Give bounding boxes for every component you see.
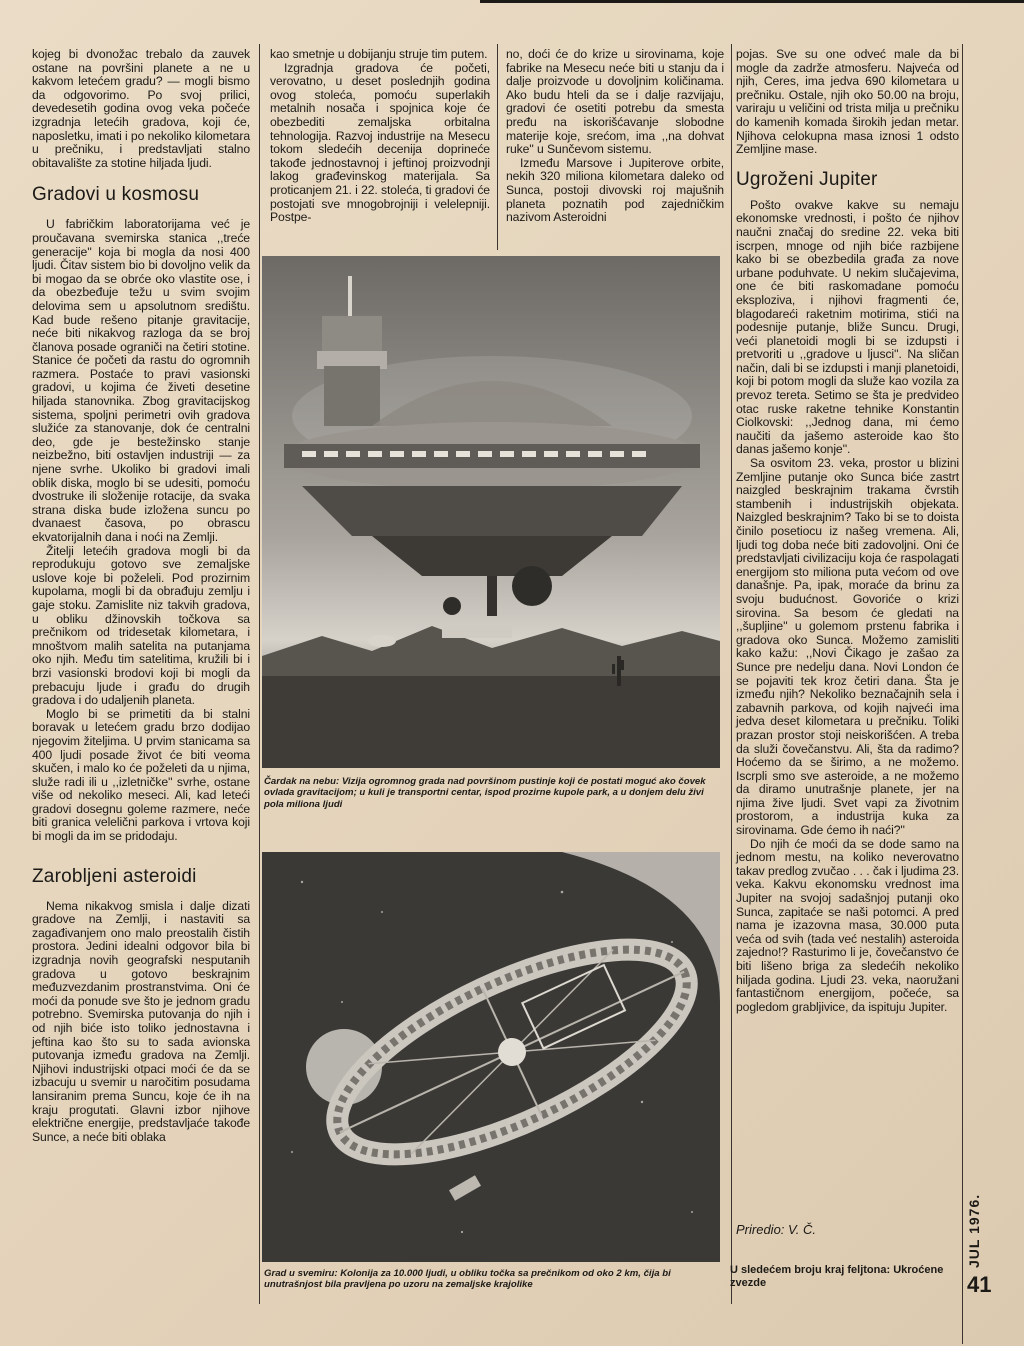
space-colony-artwork (262, 852, 720, 1262)
next-issue-note: U sledećem broju kraj feljtona: Ukroćene zvezde (730, 1264, 944, 1289)
col1-paragraph: Nema nikakvog smisla i dalje dizati gradove na Zemlji, i nastaviti sa zagađivanjem ono malo preostalih čistih prostora. Jedini idealni odgovor bila bi izgradnja novih geografski nesputanih gradova u gotovo beskrajnim međuzvezdanim prostranstvima. Oni će moći da ponude sve što je jednom gradu potrebno. Svemirska putovanja do njih i od njih biće isto toliko jednostavna i jeftina kao što su to sada avionska putovanja između gradova na Zemlji. Njihovi industrijski otpaci moći će da se izbacuju u svemir u naročitim posudama lansiranim prema Suncu, koje će ih na kraju progutati. Glavni izbor njihove električne energije, predstavljaće takođe Sunce, a neće biti oblaka (32, 898, 250, 1144)
column-divider (731, 44, 732, 1304)
col1-paragraph: U fabričkim laboratorijama već je proučavana svemirska stanica ,,treće generacije'' koja bi mogla da nosi 400 ljudi. Čitav sistem bio bi dovoljno velik da bi mogao da se obrće oko vlastite ose, i da obezbeđuje težu u svim svojim delovima sem u apsolutnom središtu. Kad bude rešeno pitanje gravitacije, neće biti nikakvog razloga da se broj članova posade ograniči na četiri stotine. Stanice će početi da rastu do ogromnih razmera. Postaće to pravi vasionski gradovi, u kojima će živeti desetine hiljada stanovnika. Zbog gravitacijskog sistema, spoljni perimetri ovih gradova služiće za stanovanje, dok će centralni deo, gde je bestežinsko stanje neizbežno, biti ostavljen industriji — za njene svrhe. Ukoliko bi gradovi imali oblik diska, moglo bi se udesiti, pomoću dvostruke ili složenije rotacije, da svaka strana diska bude izložena suncu po dvanaest časova, po obrascu ekvatorijalnih dana i noći na Zemlji. (32, 217, 250, 544)
caption-floating-city: Čardak na nebu: Vizija ogromnog grada nad površinom pustinje koji će postati moguć ako čovek ovlada gravitacijom; u kuli je transportni centar, ispod prozirne kupole park, a u donjem delu živi pola miliona ljudi (264, 776, 706, 810)
heading-gradovi-u-kosmosu: Gradovi u kosmosu (32, 184, 200, 206)
page-number: 41 (967, 1272, 992, 1297)
col4-paragraph: Do njih će moći da se dode samo na jednom mestu, na koliko neverovatno takav predlog zvučao . . . čak i ljudima 23. veka. Kakvu ekonomsku vrednost ima Jupiter na svojoj sadašnjoj putanji oko Sunca, zapitaće se naši potomci. A pred nama je izazovna masa, 30.000 puta veća od svih (tada već nestalih) asteroida zajedno!? Rasturimo li je, čovečanstvo će biti lišeno briga za sledećih nekoliko hiljada godina. Ljudi 23. veka, naoružani fantastičnom energijom, počeće, sa pogledom grabljivice, da ispituju Jupiter. (736, 836, 959, 1014)
col4-paragraph: Sa osvitom 23. veka, prostor u blizini Zemljine putanje oko Sunca biće zastrt naizgled beskrajnim trakama čvrstih stambenih i industrijskih objekata. Naizgled beskrajnim? Tako bi se to doista činilo posetiocu iz našeg vremena. Ali, ljudi tog doba neće biti zadovoljni. Oni će predstavljati civilizaciju koja će raspolagati energijom sto miliona puta većom od ove današnje. Pa, ipak, moraće da brinu za svoju budućnost. Govoriće o krizi sirovina. Sa besom će gledati na ,,šupljine'' u golemom prstenu fabrika i gradova oko Sunca. Možemo zamisliti kako kažu: ,,Novi Čikago je zašao za Sunce pre nedelju dana. Novi London će se pojaviti tek kroz četiri dana. Šta je između njih? Nekoliko beznačajnih sela i zabavnih parkova, od kojih najveći ima jedva deset kilometara u prečniku. Toliki prazan prostor stoji neiskorišćen. A treba da služi čovečanstvu. Ali, šta da radimo? Hoćemo da se širimo, a ne možemo. Iscrpli smo sve asteroide, a ne možemo da diramo unutrašnje planete, jer na njima žive ljudi. Svet vapi za životnim prostorom, a industrija kuka za sirovinama. Gde ćemo ih naći?'' (736, 456, 960, 838)
col2-paragraph: kao smetnje u dobijanju struje tim putem. (270, 47, 488, 61)
column-1 (32, 48, 250, 1144)
col2-paragraph: Izgradnja gradova će početi, verovatno, u deset poslednjih godina ovog stoleća, pomoću superlakih metalnih nosača i spojnica koje će obezbediti zemaljska orbitalna tehnologija. Razvoj industrije na Mesecu tokom sledećih decenija doprineće takođe jednostavnoj i jeftinoj proizvodnji lakog građevinskog materijala. Sa proticanjem 21. i 22. stoleća, ti gradovi će postojati sve mnogobrojniji i velelepniji. Postpe- (270, 60, 490, 225)
column-divider (497, 44, 498, 250)
column-divider (259, 44, 260, 1304)
heading-ugrozeni-jupiter: Ugroženi Jupiter (736, 168, 878, 190)
column-3 (506, 48, 724, 225)
col1-intro: kojeg bi dvonožac trebalo da zauvek ostane na površini planete a ne u kakvom letećem gradu? — mogli bismo da odgovorimo. Po svoj prilici, devedesetih godina ovog veka počeće izgradnja letećih gradova, koji će, naposletku, imati i po nekoliko kilometara u prečniku, i predstavljati stalno obitavalište za stotine hiljada ljudi. (32, 47, 250, 170)
issue-date: JUL 1976. (966, 1193, 982, 1268)
floating-city-illustration (262, 256, 720, 768)
column-4 (736, 48, 959, 1014)
col1-paragraph: Žitelji letećih gradova mogli bi da reprodukuju gotovo sve zemaljske uslove koje bi poželeli. Pod prozirnim kupolama, mogli bi da obrađuju zemlju i gaje stoku. Zamislite niz takvih gradova, u obliku džinovskih točkova sa prečnikom od tridesetak kilometara, i mnoštvom malih satelita na putanjama oko njih. Među tim satelitima, kružili bi i brzi vasionski brodovi koji bi mogli da prebacuju ljude i građu do drugih gradova i do udaljenih planeta. (32, 543, 250, 708)
col3-paragraph: Između Marsove i Jupiterove orbite, nekih 320 miliona kilometara daleko od Sunca, postoji divovski roj majušnih planeta poznatih pod zajedničkim nazivom Asteroidni (506, 155, 724, 225)
floating-city-artwork (262, 256, 720, 768)
author-credit: Priredio: V. Č. (736, 1222, 816, 1237)
column-2 (270, 48, 490, 225)
heading-zarobljeni-asteroidi: Zarobljeni asteroidi (32, 865, 197, 887)
col3-paragraph: no, doći će do krize u sirovinama, koje fabrike na Mesecu neće biti u stanju da i dalje proizvode u dovoljnim količinama. Ako budu hteli da se i dalje razvijaju, gradovi će osetiti potrebu da smesta pređu na iskorišćavanje slobodne materije koje, srećom, ima ,,na dohvat ruke'' u Sunčevom sistemu. (506, 47, 724, 157)
col1-paragraph: Moglo bi se primetiti da bi stalni boravak u letećem gradu brzo dodijao njegovim žiteljima. U prvim stanicama sa 400 ljudi posade život će biti veoma skučen, i malo ko će poželeti da u njima, služe radi ili u ,,izletničke'' svrhe, ostane više od nekoliko meseci. Ali, kad leteći gradovi dosegnu goleme razmere, neće biti granica velelični parkova i vrtova koji bi mogli da im se pridodaju. (32, 706, 250, 844)
caption-space-colony: Grad u svemiru: Kolonija za 10.000 ljudi, u obliku točka sa prečnikom od oko 2 km, čija bi unutrašnjost bila pravljena po uzoru na zemaljske krajolike (264, 1268, 671, 1291)
top-rule (480, 0, 1024, 3)
space-colony-illustration (262, 852, 720, 1262)
col4-intro: pojas. Sve su one odveć male da bi mogle da zadrže atmosferu. Najveća od njih, Ceres, ima jedva 690 kilometara u prečniku. Ostale, njih oko 50.00 na broju, variraju u veličini od trista milja u prečniku do kamenih komada širokih jedan metar. Njihova celokupna masa iznosi 1 odsto Zemljine mase. (736, 47, 959, 157)
margin-rule (962, 44, 963, 1344)
col4-paragraph: Pošto ovakve kakve su nemaju ekonomske vrednosti, i pošto će njihov naučni značaj do sredine 22. veka biti iscrpen, mnoge od njih biće razbijene kako bi se obezbedila građa za nove urbane poduhvate. U nekim slučajevima, one će biti raskomadane pomoću eksploziva, i njihovi fragmenti će, blagodareći raketnim motirima, stići na podesnije putanje, bliže Suncu. Drugi, veći planetoidi mogli bi se izdupsti i pretvoriti u ,,gradove u ljusci''. Na sličan način, dali bi se izdupsti i manji planetoidi, koji bi potom mogli da služe kao vozila za prevoz tereta. Setimo se šta je predvideo otac ruske raketne tehnike Konstantin Ciolkovski: ,,Jednog dana, mi ćemo naučiti da jašemo asteroide kao što danas jašemo konje''. (736, 197, 959, 457)
